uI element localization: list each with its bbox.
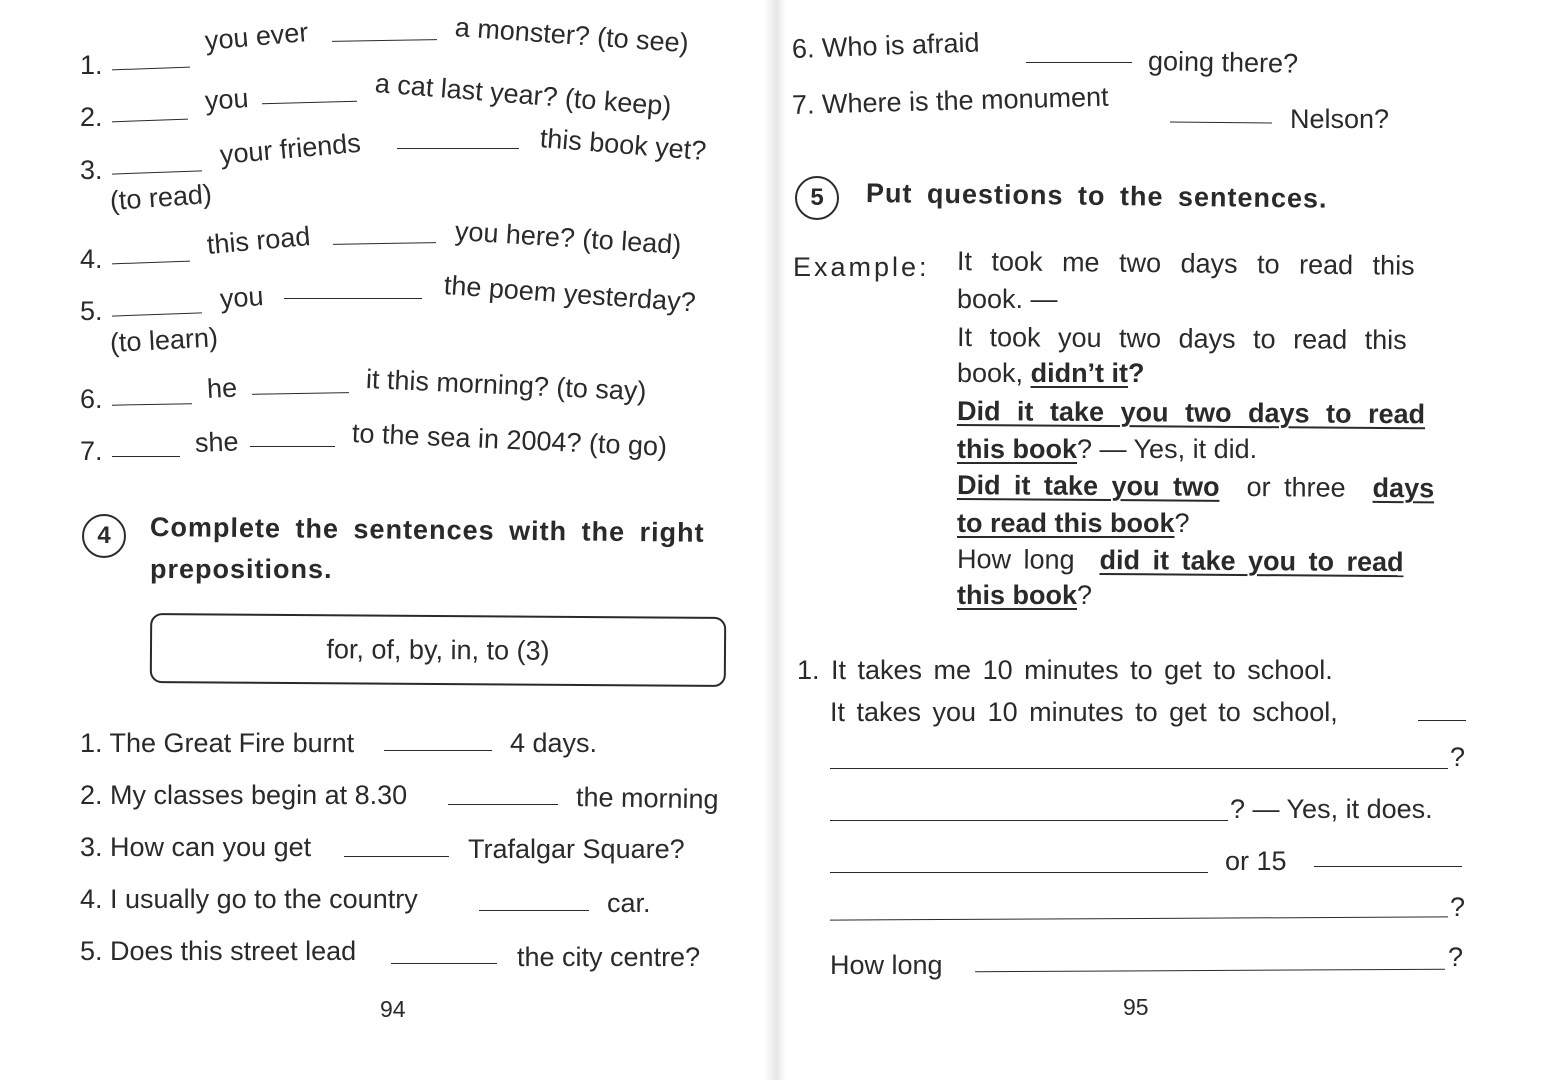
question-mark: ? xyxy=(1450,742,1466,772)
item-text: Trafalgar Square? xyxy=(468,834,685,864)
answer-blank[interactable] xyxy=(1418,720,1466,721)
item-text: going there? xyxy=(1147,46,1299,79)
exercise-5-number: 5 xyxy=(795,176,839,220)
page-number: 95 xyxy=(1123,994,1149,1020)
text-fragment: did it take you to read xyxy=(1099,544,1404,578)
exercise-4-heading-cont: prepositions. xyxy=(150,554,333,584)
text-fragment: ? xyxy=(1174,508,1190,538)
item-text: car. xyxy=(607,888,651,918)
item-text: you xyxy=(203,83,250,116)
example-line: It took me two days to read this xyxy=(956,246,1415,281)
exercise-4-heading: Complete the sentences with the right xyxy=(149,512,705,548)
item-number: 1. xyxy=(80,50,103,80)
answer-blank[interactable] xyxy=(975,969,1445,972)
exercise-5-heading: Put questions to the sentences. xyxy=(865,178,1328,214)
answer-blank[interactable] xyxy=(830,916,1448,920)
item-text: this road xyxy=(205,221,312,260)
text-fragment: this book xyxy=(957,580,1077,610)
item-text: 5. Does this street lead xyxy=(80,936,357,966)
example-line: book. — xyxy=(957,284,1058,314)
item-text: 4 days. xyxy=(510,728,598,758)
answer-blank[interactable] xyxy=(830,872,1208,873)
text-fragment: How long xyxy=(956,544,1075,575)
item-text: to the sea in 2004? (to go) xyxy=(351,418,668,462)
item-number: 2. xyxy=(80,102,103,132)
text-fragment: ? — Yes, it did. xyxy=(1077,434,1258,464)
item-text: the morning xyxy=(575,782,719,815)
answer-blank[interactable] xyxy=(830,768,1448,769)
answer-blank[interactable] xyxy=(830,820,1228,821)
item-text: you xyxy=(218,281,265,314)
example-line xyxy=(957,472,1434,502)
item-text: Nelson? xyxy=(1290,104,1390,134)
example-line: It took you two days to read this xyxy=(956,322,1407,356)
item-number: 7. xyxy=(80,436,103,466)
item-hint: (to learn) xyxy=(109,322,219,358)
item-number: 5. xyxy=(80,296,103,326)
item-text: 2. My classes begin at 8.30 xyxy=(80,780,408,810)
item-text: 4. I usually go to the country xyxy=(80,884,418,914)
item-text: you ever xyxy=(203,17,310,56)
answer-blank[interactable] xyxy=(1314,866,1462,867)
task-text: How long xyxy=(830,950,943,980)
text-fragment: days xyxy=(1372,472,1435,504)
example-line: Did it take you two days to read xyxy=(956,396,1426,430)
item-number: 3. xyxy=(80,155,103,185)
item-text: the city centre? xyxy=(517,942,701,972)
tag-question: didn’t it xyxy=(1030,358,1129,388)
item-text: she xyxy=(194,426,240,458)
task-text: 1. It takes me 10 minutes to get to school. xyxy=(797,655,1333,685)
text-fragment: book, xyxy=(957,358,1024,388)
text-fragment: Did it take you two xyxy=(956,470,1220,502)
item-text: it this morning? (to say) xyxy=(365,364,648,407)
exercise-4-number: 4 xyxy=(82,514,126,558)
answer-blank[interactable] xyxy=(1170,121,1272,123)
question-mark: ? xyxy=(1448,942,1464,972)
item-text: the poem yesterday? xyxy=(442,270,697,318)
example-line xyxy=(957,360,1145,387)
item-text: this book yet? xyxy=(538,123,708,167)
item-text: 1. The Great Fire burnt xyxy=(80,728,355,758)
task-text: ? — Yes, it does. xyxy=(1230,794,1433,824)
text-fragment: ? xyxy=(1077,580,1093,610)
example-line xyxy=(957,436,1257,463)
text-fragment: to read this book xyxy=(957,508,1175,538)
question-mark: ? xyxy=(1450,892,1466,922)
example-label: Example: xyxy=(793,252,930,282)
item-text: a cat last year? (to keep) xyxy=(373,68,673,122)
page-number: 94 xyxy=(380,996,406,1022)
item-text: he xyxy=(206,372,238,404)
item-number: 4. xyxy=(80,244,103,274)
task-text: It takes you 10 minutes to get to school, xyxy=(830,697,1338,727)
item-text: 7. Where is the monument xyxy=(791,81,1109,120)
item-text: a monster? (to see) xyxy=(453,12,690,59)
item-text: you here? (to lead) xyxy=(454,216,683,260)
item-hint: (to read) xyxy=(108,178,213,216)
item-text: your friends xyxy=(218,127,362,170)
preposition-list: for, of, by, in, to (3) xyxy=(326,633,550,666)
answer-blank[interactable] xyxy=(1026,62,1132,63)
text-fragment: or three xyxy=(1246,472,1346,503)
item-number: 6. xyxy=(80,384,103,414)
task-text: or 15 xyxy=(1225,846,1287,876)
example-line xyxy=(957,510,1190,537)
text-fragment: ? xyxy=(1128,358,1145,388)
item-text: 3. How can you get xyxy=(80,832,312,862)
text-fragment: this book xyxy=(957,434,1077,464)
item-text: 6. Who is afraid xyxy=(791,27,980,64)
example-line xyxy=(957,582,1092,609)
example-line xyxy=(957,546,1404,576)
